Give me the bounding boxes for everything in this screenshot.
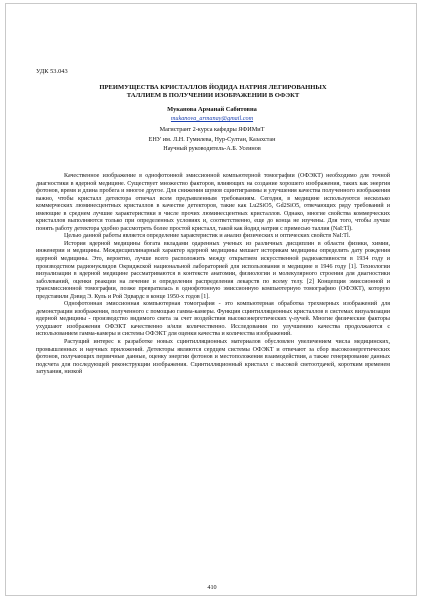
author-affiliation: [0, 125, 424, 154]
author-name: Муканова Арманай Сабитовна: [167, 106, 257, 113]
title-line-2: ТАЛЛИЕМ В ПОЛУЧЕНИИ ИЗОБРАЖЕНИИ В ОФЭКТ: [126, 92, 300, 100]
paragraph: История ядерной медицины богата вкладами одаренных ученых из различных дисциплин в области физики, химии, инженерии и медицины. Междисциплинарный характер ядерной медицины мешает историкам медицины определить дату рождения ядерной медицины. Это, вероятно, лучше всего расположить между открытием искусственной радиоактивности в 1934 году и производством радионуклидов Окриджской национальной лабораторией для использования в медицине в 1946 году [1]. Технологии визуализации в ядерной медицине рассматриваются в контексте анатомии, физиологии и молекулярного строения для диагностики заболеваний, оценки реакции на лечение и определения распределения лекарств по всему телу. [2] Концепция эмиссионной и трансмиссионной томографии, позже превратилась в однофотонную эмиссионную компьютерную томографию (ОФЭКТ), которую представили Дэвид Э. Куль и Рой Эдвардс в конце 1950-х годов [1].: [36, 240, 390, 300]
body-text: [36, 173, 390, 377]
title-line-1: ПРЕИМУЩЕСТВА КРИСТАЛЛОВ ЙОДИДА НАТРИЯ ЛЕГИРОВАННЫХ: [99, 84, 327, 91]
page-number: 410: [207, 584, 217, 591]
udk-code: УДК 53.043: [36, 68, 68, 75]
paragraph: Целью данной работы является определение характеристик и анализ физических и оптических свойств NaI:Tl.: [64, 233, 351, 240]
paragraph: Растущий интерес к разработке новых сцинтилляционных материалов обусловлен увеличением числа медицинских, промышленных и научных приложений. Детекторы являются сердцем системы ОФЭКТ и отвечают за сбор высокоэнергетических фотонов, получающих первичные данные, оценку энергии фотонов и местоположения взаимодействия, а также генерирование данных подсчета для последующей реконструкции изображения. Сцинтилляционный кристалл с высокой светоотдачей, коротким временем затухания, низкой: [36, 339, 390, 376]
affiliation-line: Магистрант 2-курса кафедры ЯФИМиТ: [159, 126, 265, 133]
author-email-link[interactable]: mukanova_armanay@gmail.com: [170, 115, 254, 122]
paragraph: Качественное изображение в однофотонной эмиссионной компьютерной томографии (ОФЭКТ) необходимо для точной диагностики в ядерной медицине. Существует множество факторов, влияющих на создание хорошего изображения, таких как энергия фотонов, время и длина пробега и многое другое. Для снижения шумов сцинтиграммы и улучшения качества полученного изображения важно, чтобы кристалл детектора отвечал всем предъявленным требованиям. Сегодня, в медицине используются несколько коммерческих люминесцентных кристаллов в качестве детекторов, такие как Lu2SiO5, Gd2SiO5, отвечающих ряду требований и имеющие в среднем лучшие характеристики в числе прочих люминесцентных кристаллов. Однако, многие свойства коммерческих кристаллов выполняются только при определенных условиях и, соответственно, еще до конца не изучены. Для того, чтобы лучше понять работу детектора удобно рассмотреть более простой кристалл, такой как йодид натрия с примесью таллия (NaI:Tl).: [36, 173, 390, 232]
paper-title: [50, 84, 376, 101]
affiliation-line: ЕНУ им. Л.Н. Гумилева, Нур-Султан, Казахстан: [148, 135, 276, 143]
affiliation-line: Научный руководитель-А.Б. Усеинов: [163, 145, 261, 153]
paragraph: Однофотонная эмиссионная компьютерная томография - это компьютерная обработка трехмерных изображений для демонстрации изображения, полученного с помощью гамма-камеры. Функция сцинтилляционных кристаллов в системах визуализации ядерной медицины - производство видимого света за счет воздействия высокоэнергетических γ-лучей. Многие физические факторы ухудшают изображения ОФЭКТ качественно и/или количественно. Исследования по улучшению качества продолжаются с использованием гамма-камеры и системы ОФЭКТ для оценки качества и количества изображений.: [36, 301, 390, 338]
